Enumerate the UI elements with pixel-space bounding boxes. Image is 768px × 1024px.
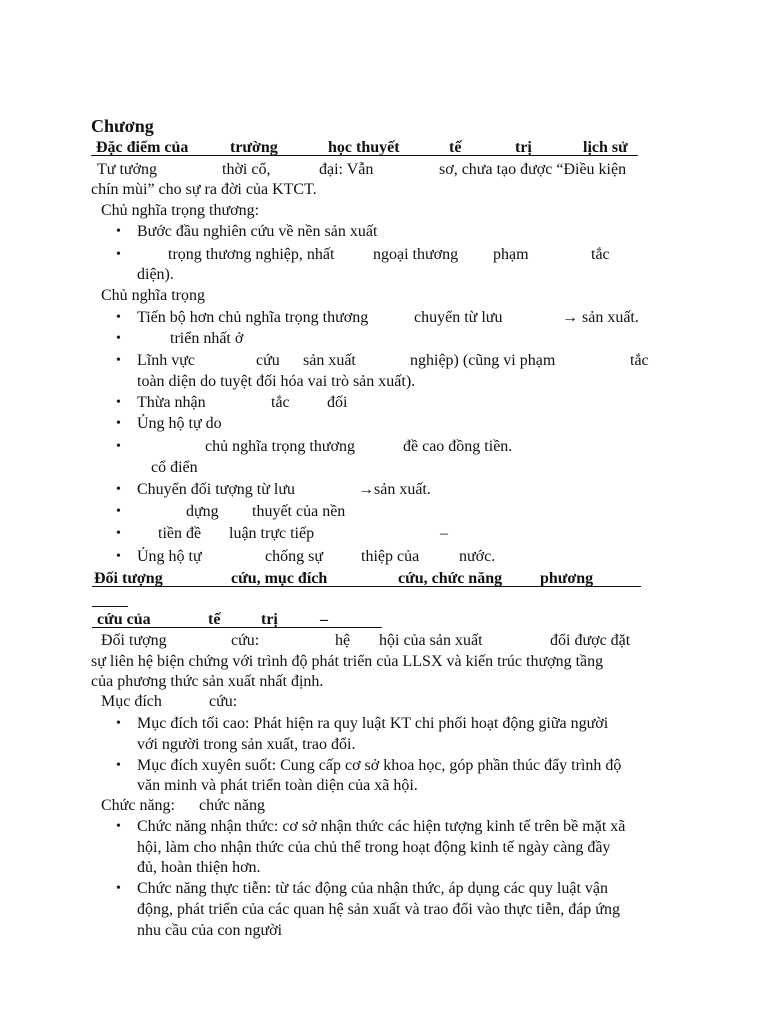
bullet: •: [116, 482, 121, 497]
bullet: •: [116, 819, 121, 834]
bullet: •: [116, 416, 121, 431]
bullet: •: [116, 526, 121, 541]
bullet: •: [116, 353, 121, 368]
bullet: •: [116, 504, 121, 519]
heading-underline: [92, 606, 128, 607]
bullet: •: [116, 310, 121, 325]
subheading: Chủ nghĩa trọng thương:: [101, 202, 260, 219]
bullet: •: [116, 395, 121, 410]
bullet: •: [116, 247, 121, 262]
bullet: •: [116, 758, 121, 773]
subheading: Chức năng:: [101, 797, 175, 814]
chapter-title: Chương: [91, 116, 154, 136]
subheading: Mục đích: [101, 693, 162, 710]
heading-underline: [91, 155, 638, 156]
document-page: Chương Đặc điểm của trường học thuyết tế trị lịch sử Tư tưởng thời cổ, đại: Vẫn sơ, chưa tạo được “Điều kiện chín mùi” cho sự ra đời của KTCT. Chủ nghĩa trọng thương: • Bước đầu nghiên cứu về nền sản xuất • trọng thương nghiệp, nhất ngoại thương phạm tắc diện). Chủ nghĩa trọng • Tiến bộ hơn chủ nghĩa trọng thương chuyển từ lưu → sản xuất. • triển nhất ở • Lĩnh vực cứu sản xuất nghiệp) (cũng vi phạm tắc toàn diện do tuyệt đối hóa vai trò sản xuất). • Thừa nhận tắc đối • Ủng hộ tự do • chủ nghĩa trọng thương đề cao đồng tiền. cổ điển • Chuyển đối tượng từ lưu →sản xuất. • dựng thuyết của nền • tiền đề luận trực tiếp – • Ủng hộ tự chống sự thiệp của nước. Đối tượng cứu, mục đích cứu, chức năng phương cứu của tế trị – Đối tượng cứu: hệ hội của sản xuất đổi được đặt sự liên hệ biện chứng với trình độ phát triển của LLSX và kiến trúc thượng tầng của phương thức sản xuất nhất định. Mục đích cứu: • Mục đích tối cao: Phát hiện ra quy luật KT chi phối hoạt động giữa người với người trong sản xuất, trao đổi. • Mục đích xuyên suốt: Cung cấp cơ sở khoa học, góp phần thúc đẩy trình độ văn minh và phát triển toàn diện của xã hội. Chức năng: chức năng • Chức năng nhận thức: cơ sở nhận thức các hiện tượng kinh tế trên bề mặt xã hội, làm cho nhận thức của chủ thể trong hoạt động kinh tế ngày càng đầy đủ, hoàn thiện hơn. • Chức năng thực tiễn: từ tác động của nhận thức, áp dụng các quy luật vận động, phát triển của các quan hệ sản xuất và trao đổi vào thực tiễn, đáp ứng nhu cầu của con người: [91, 116, 649, 939]
subheading: Chủ nghĩa trọng: [101, 287, 205, 304]
bullet: •: [116, 716, 121, 731]
bullet: •: [116, 224, 121, 239]
bullet: •: [116, 881, 121, 896]
bullet: •: [116, 439, 121, 454]
bullet: •: [116, 331, 121, 346]
bullet: •: [116, 549, 121, 564]
heading-underline: [92, 586, 641, 587]
heading-underline: [92, 627, 382, 628]
